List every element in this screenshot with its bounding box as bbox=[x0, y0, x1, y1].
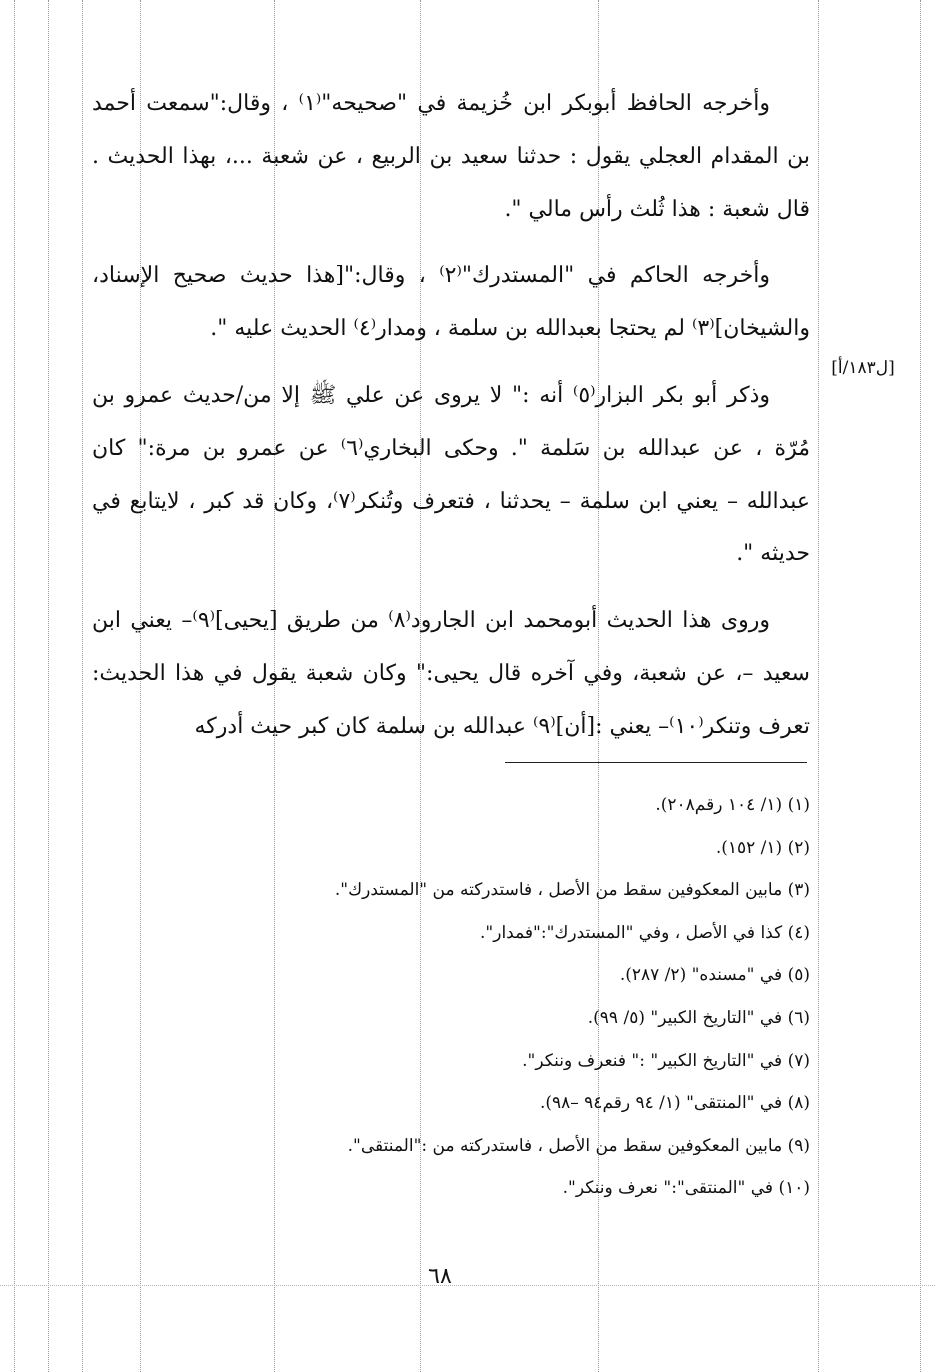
footnote: (١) (١/ ١٠٤ رقم٢٠٨). bbox=[655, 795, 810, 815]
footnote: (٤) كذا في الأصل ، وفي "المستدرك":"فمدار". bbox=[480, 922, 810, 943]
guide-line bbox=[920, 0, 921, 1372]
page-number: ٦٨ bbox=[428, 1264, 452, 1289]
footnote: (٣) مابين المعكوفين سقط من الأصل ، فاستدركته من "المستدرك". bbox=[334, 880, 810, 901]
footnote: (٨) في "المنتقى" (١/ ٩٤ رقم٩٤ –٩٨). bbox=[539, 1093, 810, 1114]
footnotes-list bbox=[180, 784, 810, 1210]
guide-line bbox=[14, 0, 15, 1372]
footnote: (٩) مابين المعكوفين سقط من الأصل ، فاستدركته من :"المنتقى". bbox=[347, 1135, 810, 1156]
footnote-separator bbox=[505, 762, 807, 763]
paragraph-jarud: وروى هذا الحديث أبومحمد ابن الجارود⁽٨⁾ من طريق [يحيى]⁽٩⁾– يعني ابن سعيد –، عن شعبة، وفي آخره قال يحيى:" وكان شعبة يقول في هذا الحديث: تعرف وتنكر⁽١٠⁾– يعني :[أن]⁽٩⁾ عبدالله بن سلمة كان كبر حيث أدركه bbox=[92, 608, 810, 739]
paragraph-hakim: وأخرجه الحاكم في "المستدرك"⁽٢⁾ ، وقال:"[هذا حديث صحيح الإسناد، والشيخان]⁽٣⁾ لم يحتجا بعبدالله بن سلمة ، ومدار⁽٤⁾ الحديث عليه ". bbox=[92, 263, 810, 342]
guide-line bbox=[818, 0, 819, 1372]
guide-line bbox=[82, 0, 83, 1372]
footnote: (٧) في "التاريخ الكبير" :" فنعرف وننكر". bbox=[522, 1050, 810, 1071]
footnote: (١٠) في "المنتقى":" نعرف وننكر". bbox=[562, 1178, 810, 1199]
paragraph-bazzar: وذكر أبو بكر البزار⁽٥⁾ أنه :" لا يروى عن علي ﷺ إلا من/حديث عمرو بن مُرّة ، عن عبدالله بن سَلمة ". وحكى البخاري⁽٦⁾ عن عمرو بن مرة:" كان عبدالله – يعني ابن سلمة – يحدثنا ، فتعرف وتُنكر⁽٧⁾، وكان قد كبر ، لايتابع في حديثه ". bbox=[92, 382, 810, 567]
footnote: (٢) (١/ ١٥٢). bbox=[715, 837, 810, 858]
footnote: (٥) في "مسنده" (٢/ ٢٨٧). bbox=[619, 965, 810, 986]
guide-line bbox=[48, 0, 49, 1372]
footnote: (٦) في "التاريخ الكبير" (٥/ ٩٩). bbox=[587, 1007, 810, 1028]
paragraph-ibn-khuzayma: وأخرجه الحافظ أبوبكر ابن خُزيمة في "صحيحه"⁽١⁾ ، وقال:"سمعت أحمد بن المقدام العجلي يقول : حدثنا سعيد بن الربيع ، عن شعبة ...، بهذا الحديث . قال شعبة : هذا ثُلث رأس مالي ". bbox=[92, 91, 810, 222]
main-text bbox=[92, 78, 810, 768]
manuscript-folio-reference: [ل١٨٣/أ] bbox=[831, 358, 895, 378]
